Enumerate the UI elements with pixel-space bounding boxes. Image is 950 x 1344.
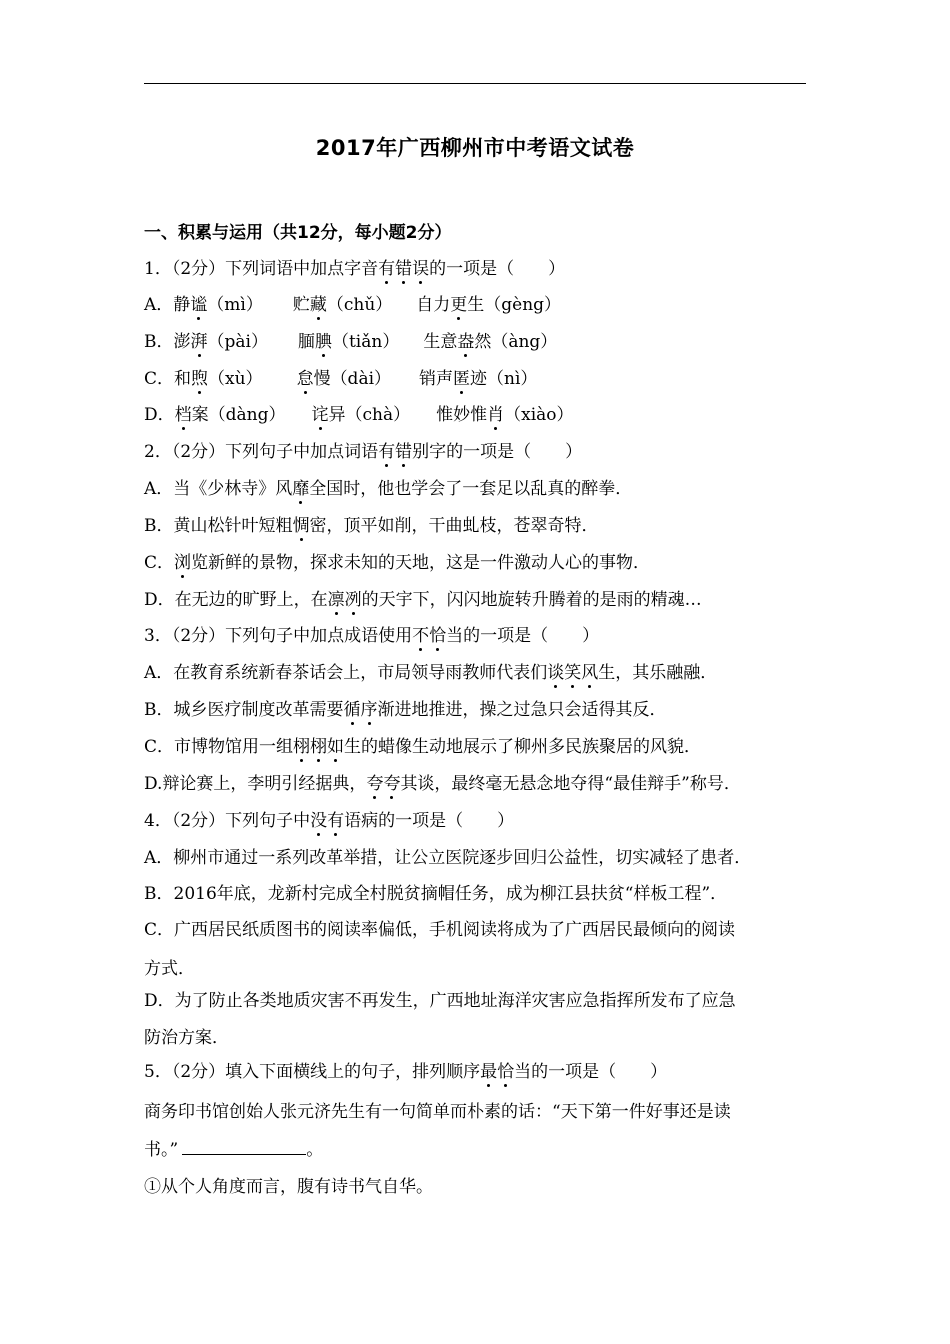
question-3-option-d xyxy=(144,771,814,797)
option-text: 辩论赛上，李明引经据典， xyxy=(162,774,367,794)
fill-in-blank xyxy=(182,1136,306,1155)
question-score: （2分） xyxy=(171,259,226,279)
option-text: 其谈，最终毫无悬念地夺得“最佳辩手”称号． xyxy=(400,774,741,794)
pinyin: （gèng） xyxy=(484,295,562,315)
option-text: 广西居民纸质图书的阅读率偏低，手机阅读将成为了广西居民最倾向的阅读 xyxy=(174,920,736,940)
question-4-option-d-cont: 防治方案． xyxy=(144,1028,229,1048)
question-4-option-a xyxy=(144,845,814,871)
pinyin: （chà） xyxy=(345,405,411,425)
dotted-char: 恰 xyxy=(429,626,447,646)
word-text: 迹 xyxy=(470,369,488,389)
word-text: 慢 xyxy=(313,369,331,389)
question-1-option-a xyxy=(144,292,814,318)
option-text: 市博物馆用一组 xyxy=(174,737,294,757)
dotted-char: 错 xyxy=(395,442,413,462)
question-number: 4． xyxy=(144,811,172,831)
dotted-char: 夸 xyxy=(366,774,384,794)
option-label: A． xyxy=(144,848,174,868)
question-4-stem xyxy=(144,808,814,834)
question-3-option-c xyxy=(144,734,814,760)
dotted-char: 错 xyxy=(395,259,413,279)
pinyin: （chǔ） xyxy=(326,295,393,315)
dotted-char: 冽 xyxy=(344,590,362,610)
pinyin: （nì） xyxy=(487,369,538,389)
option-label: B． xyxy=(144,332,174,352)
option-text: 生，其乐融融． xyxy=(598,663,718,683)
dotted-char: 序 xyxy=(360,700,378,720)
dotted-char: 诧 xyxy=(311,405,329,425)
option-label: D． xyxy=(144,590,175,610)
question-5-item-1: ①从个人角度而言，腹有诗书气自华。 xyxy=(144,1177,433,1197)
question-5-passage-line-2 xyxy=(144,1136,814,1163)
question-1-stem xyxy=(144,256,814,282)
pinyin: （dàng） xyxy=(208,405,286,425)
question-score: （2分） xyxy=(171,442,226,462)
option-text: 生的蜡像生动地展示了柳州多民族聚居的风貌． xyxy=(344,737,702,757)
dotted-char: 凛 xyxy=(327,590,345,610)
question-5-passage-line-1: 商务印书馆创始人张元济先生有一句简单而朴素的话：“天下第一件好事还是读 xyxy=(144,1102,731,1122)
passage-text: 书。” xyxy=(144,1140,179,1160)
question-3-stem xyxy=(144,623,814,649)
question-score: （2分） xyxy=(171,626,226,646)
dotted-char: 误 xyxy=(412,259,430,279)
dotted-char: 盎 xyxy=(457,332,475,352)
pinyin: （xù） xyxy=(208,369,263,389)
stem-text: 下列句子中 xyxy=(225,811,311,831)
top-rule xyxy=(144,83,806,84)
dotted-char: 笑 xyxy=(564,663,582,683)
dotted-char: 有 xyxy=(378,442,396,462)
dotted-char: 有 xyxy=(327,811,345,831)
dotted-char: 腆 xyxy=(314,332,332,352)
question-1-option-d xyxy=(144,402,814,428)
stem-text: 的一项是（ ） xyxy=(429,259,566,279)
dotted-char: 夸 xyxy=(383,774,401,794)
question-4-option-c-cont: 方式． xyxy=(144,959,195,979)
dotted-char: 靡 xyxy=(292,479,310,499)
option-label: C． xyxy=(144,553,175,573)
section-heading: 一、积累与运用（共12分，每小题2分） xyxy=(144,223,452,243)
option-text: 为了防止各类地质灾害不再发生，广西地址海洋灾害应急指挥所发布了应急 xyxy=(174,991,736,1011)
option-label: B． xyxy=(144,700,174,720)
dotted-char: 不 xyxy=(412,626,430,646)
word-text: 销声 xyxy=(419,369,454,389)
dotted-char: 湃 xyxy=(190,332,208,352)
dotted-char: 怠 xyxy=(296,369,314,389)
option-text: 柳州市通过一系列改革举措，让公立医院逐步回归公益性，切实减轻了患者． xyxy=(173,848,752,868)
stem-text: 填入下面横线上的句子，排列顺序 xyxy=(225,1062,481,1082)
dotted-char: 风 xyxy=(581,663,599,683)
question-2-stem xyxy=(144,439,814,465)
dotted-char: 栩 xyxy=(293,737,311,757)
dotted-char: 如 xyxy=(327,737,345,757)
dotted-char: 匿 xyxy=(453,369,471,389)
passage-text: 。 xyxy=(306,1140,324,1160)
question-score: （2分） xyxy=(171,1062,226,1082)
word-text: 澎 xyxy=(173,332,191,352)
pinyin: （tiǎn） xyxy=(331,332,400,352)
page-title: 2017年广西柳州市中考语文试卷 xyxy=(315,136,635,160)
pinyin: （pài） xyxy=(207,332,268,352)
question-number: 1． xyxy=(144,259,172,279)
option-text: 全国时，他也学会了一套足以乱真的醉拳． xyxy=(309,479,633,499)
option-text: 黄山松针叶短粗 xyxy=(173,516,293,536)
question-4-option-b xyxy=(144,881,814,907)
question-1-option-c xyxy=(144,366,814,392)
question-2-option-a xyxy=(144,476,814,502)
option-label: D. xyxy=(144,774,163,794)
word-text: 然 xyxy=(474,332,492,352)
question-1-option-b xyxy=(144,329,814,355)
stem-text: 语病的一项是（ ） xyxy=(344,811,515,831)
stem-text: 当的一项是（ ） xyxy=(514,1062,668,1082)
option-label: A． xyxy=(144,295,174,315)
option-text: 渐进地推进，操之过急只会适得其反． xyxy=(377,700,667,720)
question-3-option-a xyxy=(144,660,814,686)
option-text: 的天宇下，闪闪地旋转升腾着的是雨的精魂… xyxy=(361,590,702,610)
pinyin: （dài） xyxy=(330,369,392,389)
option-label: C． xyxy=(144,737,175,757)
option-text: 密，顶平如削，干曲虬枝，苍翠奇特． xyxy=(309,516,599,536)
dotted-char: 谈 xyxy=(547,663,565,683)
question-number: 2． xyxy=(144,442,172,462)
dotted-char: 更 xyxy=(450,295,468,315)
word-text: 贮 xyxy=(292,295,310,315)
option-text: 览新鲜的景物，探求未知的天地，这是一件激动人心的事物． xyxy=(191,553,651,573)
option-label: A． xyxy=(144,663,174,683)
question-2-option-c xyxy=(144,550,814,576)
dotted-char: 档 xyxy=(174,405,192,425)
dotted-char: 恰 xyxy=(497,1062,515,1082)
option-label: B． xyxy=(144,884,174,904)
word-text: 惟妙惟 xyxy=(436,405,488,425)
option-label: C． xyxy=(144,920,175,940)
question-2-option-d xyxy=(144,587,814,613)
question-3-option-b xyxy=(144,697,814,723)
stem-text: 别字的一项是（ ） xyxy=(412,442,583,462)
dotted-char: 藏 xyxy=(309,295,327,315)
dotted-char: 循 xyxy=(343,700,361,720)
question-score: （2分） xyxy=(171,811,226,831)
word-text: 和 xyxy=(174,369,192,389)
dotted-char: 栩 xyxy=(310,737,328,757)
option-label: D． xyxy=(144,991,175,1011)
pinyin: （xiào） xyxy=(504,405,574,425)
dotted-char: 肖 xyxy=(487,405,505,425)
option-text: 2016年底，龙新村完成全村脱贫摘帽任务，成为柳江县扶贫“样板工程”． xyxy=(173,884,728,904)
option-text: 城乡医疗制度改革需要 xyxy=(173,700,344,720)
word-text: 案 xyxy=(191,405,209,425)
dotted-char: 煦 xyxy=(191,369,209,389)
question-4-option-c xyxy=(144,917,814,943)
stem-text: 下列句子中加点成语使用 xyxy=(225,626,413,646)
option-text: 在教育系统新春茶话会上，市局领导雨教师代表们 xyxy=(173,663,548,683)
option-label: C． xyxy=(144,369,175,389)
pinyin: （àng） xyxy=(491,332,558,352)
dotted-char: 有 xyxy=(378,259,396,279)
question-number: 5． xyxy=(144,1062,172,1082)
option-text: 当《少林寺》风 xyxy=(173,479,293,499)
stem-text: 下列句子中加点词语 xyxy=(225,442,379,462)
dotted-char: 谧 xyxy=(190,295,208,315)
word-text: 腼 xyxy=(297,332,315,352)
dotted-char: 惆 xyxy=(292,516,310,536)
dotted-char: 最 xyxy=(480,1062,498,1082)
question-5-stem xyxy=(144,1059,814,1085)
word-text: 异 xyxy=(328,405,346,425)
dotted-char: 没 xyxy=(310,811,328,831)
word-text: 静 xyxy=(173,295,191,315)
option-label: D． xyxy=(144,405,175,425)
word-text: 生 xyxy=(467,295,485,315)
question-number: 3． xyxy=(144,626,172,646)
question-4-option-d xyxy=(144,988,814,1014)
word-text: 自力 xyxy=(416,295,451,315)
stem-text: 下列词语中加点字音 xyxy=(225,259,379,279)
option-label: A． xyxy=(144,479,174,499)
option-label: B． xyxy=(144,516,174,536)
word-text: 生意 xyxy=(423,332,458,352)
dotted-char: 浏 xyxy=(174,553,192,573)
question-2-option-b xyxy=(144,513,814,539)
option-text: 在无边的旷野上，在 xyxy=(174,590,328,610)
stem-text: 当的一项是（ ） xyxy=(446,626,600,646)
pinyin: （mì） xyxy=(207,295,263,315)
